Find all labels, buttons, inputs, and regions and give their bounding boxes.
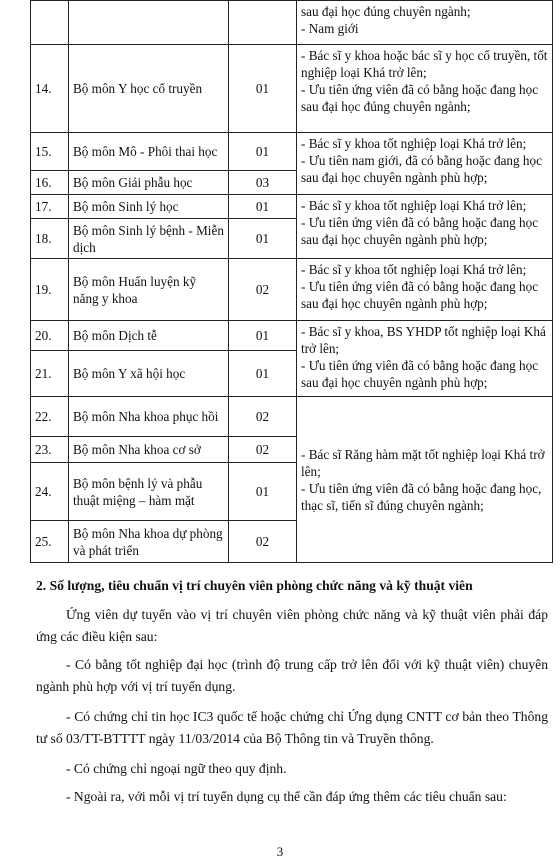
quantity: 01 [229, 463, 297, 521]
requirement-cell [297, 195, 553, 259]
row-number: 23. [31, 437, 69, 463]
paragraph: - Có bằng tốt nghiệp đại học (trình độ trung cấp trở lên đối với kỹ thuật viên) chuyên ngành phù hợp với vị trí tuyển dụng. [36, 657, 548, 694]
department-name: Bộ môn Dịch tễ [69, 321, 229, 351]
quantity: 01 [229, 321, 297, 351]
quantity: 02 [229, 397, 297, 437]
row-number: 17. [31, 195, 69, 219]
requirement-text: - Ưu tiên ứng viên đã có bằng hoặc đang học sau đại học chuyên ngành phù hợp; [301, 358, 539, 390]
department-name: Bộ môn Nha khoa cơ sở [69, 437, 229, 463]
department-name: Bộ môn Huấn luyện kỹ năng y khoa [69, 259, 229, 321]
row-number: 25. [31, 521, 69, 563]
row-number: 15. [31, 133, 69, 171]
department-name: Bộ môn Nha khoa phục hồi [69, 397, 229, 437]
requirement-cell [297, 321, 553, 397]
table-row [31, 45, 553, 133]
empty-cell [31, 1, 69, 45]
quantity: 01 [229, 195, 297, 219]
row-number: 22. [31, 397, 69, 437]
requirement-text: - Bác sĩ y khoa, BS YHDP tốt nghiệp loại Khá trở lên; [301, 324, 546, 356]
quantity: 01 [229, 133, 297, 171]
quantity: 02 [229, 521, 297, 563]
department-name: Bộ môn Giải phẫu học [69, 171, 229, 195]
table-row [31, 397, 553, 437]
empty-cell [229, 1, 297, 45]
department-name: Bộ môn Mô - Phôi thai học [69, 133, 229, 171]
requirement-text: - Ưu tiên ứng viên đã có bằng hoặc đang học sau đại học đúng chuyên ngành; [301, 82, 539, 114]
requirement-cell [297, 45, 553, 133]
requirement-text: - Bác sĩ y khoa tốt nghiệp loại Khá trở lên; [301, 262, 527, 277]
quantity: 01 [229, 351, 297, 397]
row-number: 24. [31, 463, 69, 521]
row-number: 21. [31, 351, 69, 397]
department-name: Bộ môn Y học cổ truyền [69, 45, 229, 133]
requirement-cell [297, 259, 553, 321]
requirement-cell [297, 1, 553, 45]
table-row [31, 195, 553, 219]
quantity: 02 [229, 259, 297, 321]
requirement-text: - Bác sĩ y khoa tốt nghiệp loại Khá trở lên; [301, 198, 527, 213]
department-name: Bộ môn Y xã hội học [69, 351, 229, 397]
paragraph: - Ngoài ra, với mỗi vị trí tuyển dụng cụ thể cần đáp ứng thêm các tiêu chuẩn sau: [66, 789, 507, 804]
recruitment-table [30, 0, 553, 563]
requirement-text: - Bác sĩ y khoa tốt nghiệp loại Khá trở lên; [301, 136, 527, 151]
requirement-text: sau đại học đúng chuyên ngành; [301, 4, 471, 19]
row-number: 20. [31, 321, 69, 351]
requirement-text: - Ưu tiên ứng viên đã có bằng hoặc đang học sau đại học chuyên ngành phù hợp; [301, 279, 539, 311]
empty-cell [69, 1, 229, 45]
row-number: 19. [31, 259, 69, 321]
section-title: 2. Số lượng, tiêu chuẩn vị trí chuyên viên phòng chức năng và kỹ thuật viên [36, 578, 473, 593]
quantity: 01 [229, 219, 297, 259]
requirement-text: - Ưu tiên ứng viên đã có bằng hoặc đang học, thạc sĩ, tiến sĩ đúng chuyên ngành; [301, 480, 542, 513]
quantity: 03 [229, 171, 297, 195]
page-number: 3 [276, 844, 284, 859]
requirement-text: - Ưu tiên nam giới, đã có bằng hoặc đang học sau đại học chuyên ngành phù hợp; [301, 153, 542, 185]
requirement-text: - Bác sĩ Răng hàm mặt tốt nghiệp loại Khá trở lên; [301, 446, 545, 479]
paragraph: - Có chứng chỉ ngoại ngữ theo quy định. [66, 761, 287, 776]
table-row [31, 259, 553, 321]
table-row [31, 321, 553, 351]
table-row [31, 1, 553, 45]
requirement-cell [297, 397, 553, 563]
paragraph: Ứng viên dự tuyển vào vị trí chuyên viên phòng chức năng và kỹ thuật viên phải đáp ứng các điều kiện sau: [36, 607, 548, 644]
paragraph: - Có chứng chỉ tin học IC3 quốc tế hoặc chứng chỉ Ứng dụng CNTT cơ bản theo Thông tư số 03/TT-BTTTT ngày 11/03/2014 của Bộ Thông tin và Truyền thông. [36, 709, 548, 746]
department-name: Bộ môn bệnh lý và phẫu thuật miệng – hàm mặt [69, 463, 229, 521]
requirement-cell [297, 133, 553, 195]
quantity: 02 [229, 437, 297, 463]
row-number: 16. [31, 171, 69, 195]
quantity: 01 [229, 45, 297, 133]
requirement-text: - Nam giới [301, 21, 359, 36]
department-name: Bộ môn Sinh lý học [69, 195, 229, 219]
department-name: Bộ môn Sinh lý bệnh - Miễn dịch [69, 219, 229, 259]
requirement-text: - Bác sĩ y khoa hoặc bác sĩ y học cổ truyền, tốt nghiệp loại Khá trở lên; [301, 48, 548, 80]
table-row [31, 133, 553, 171]
department-name: Bộ môn Nha khoa dự phòng và phát triển [69, 521, 229, 563]
row-number: 18. [31, 219, 69, 259]
requirement-text: - Ưu tiên ứng viên đã có bằng hoặc đang học sau đại học chuyên ngành phù hợp; [301, 215, 539, 247]
row-number: 14. [31, 45, 69, 133]
